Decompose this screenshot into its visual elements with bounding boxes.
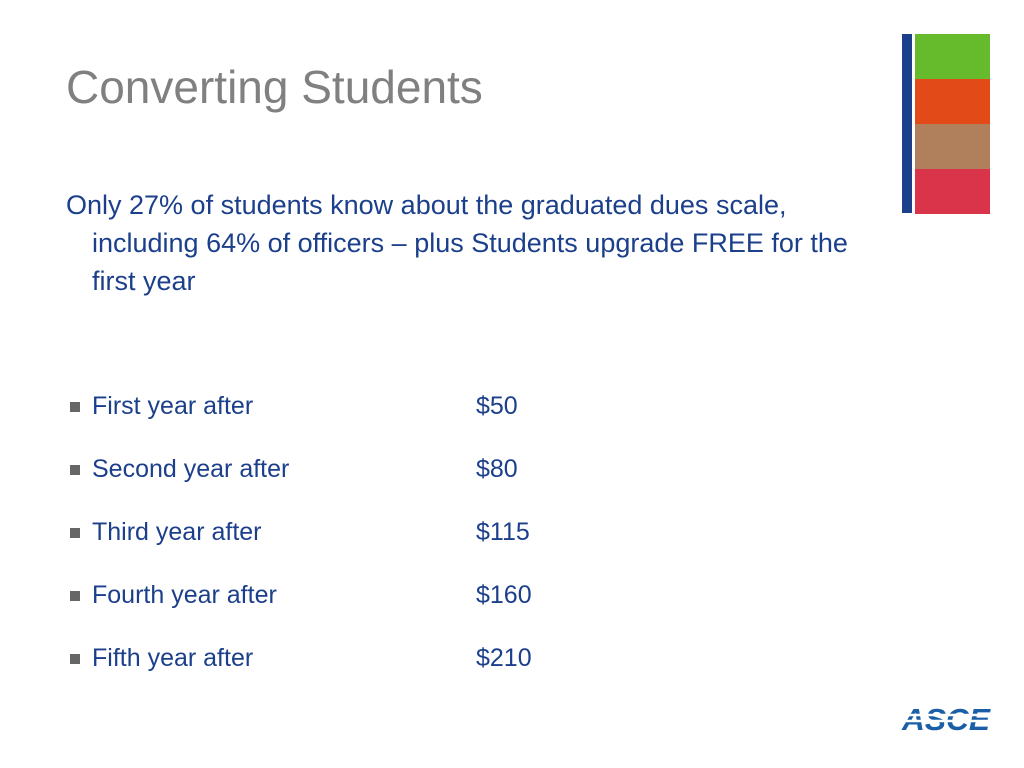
- list-item-value: $50: [476, 392, 518, 420]
- square-bullet-icon: [70, 528, 80, 538]
- slide-title: Converting Students: [66, 61, 483, 113]
- list-item-label: Fifth year after: [92, 644, 254, 672]
- square-bullet-icon: [70, 591, 80, 601]
- orange-color-block: [915, 79, 990, 124]
- red-color-block: [915, 169, 990, 214]
- list-item-value: $115: [476, 518, 530, 546]
- accent-bar: [902, 34, 912, 213]
- square-bullet-icon: [70, 402, 80, 412]
- list-item-label: Third year after: [92, 518, 262, 546]
- list-item-value: $210: [476, 644, 532, 672]
- tan-color-block: [915, 124, 990, 169]
- square-bullet-icon: [70, 654, 80, 664]
- green-color-block: [915, 34, 990, 79]
- list-item-label: Fourth year after: [92, 581, 277, 609]
- list-item-value: $160: [476, 581, 532, 609]
- asce-logo: [900, 700, 992, 736]
- list-item-label: Second year after: [92, 455, 290, 483]
- intro-paragraph: Only 27% of students know about the graduated dues scale, including 64% of officers – plus Students upgrade FREE for the first year: [66, 190, 848, 296]
- list-item-label: First year after: [92, 392, 254, 420]
- list-item-value: $80: [476, 455, 518, 483]
- square-bullet-icon: [70, 465, 80, 475]
- logo-text: ASCE: [900, 702, 992, 736]
